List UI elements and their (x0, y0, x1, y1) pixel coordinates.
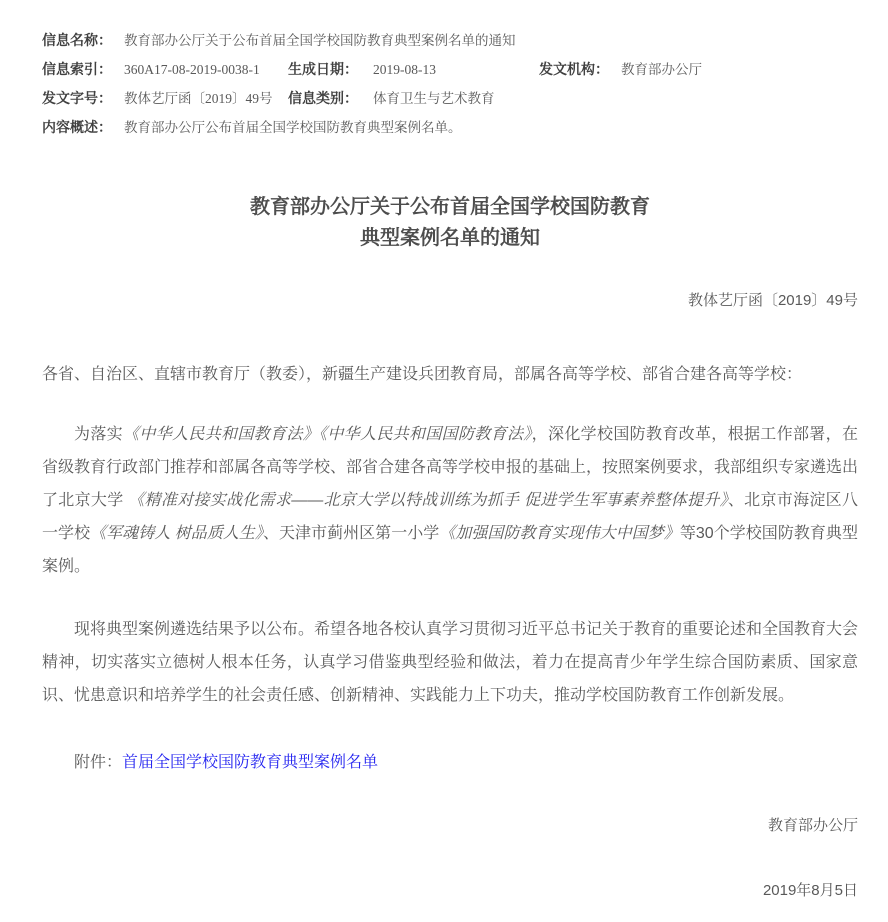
book-title-bayi-school-case: 《军魂铸人 树品质人生》 (90, 525, 263, 542)
meta-label-issuing-agency: 发文机构： (539, 61, 609, 77)
issuer-signature: 教育部办公厅 (767, 817, 858, 834)
book-title-education-law: 《中华人民共和国教育法》《中华人民共和国国防教育法》 (123, 426, 532, 443)
meta-row-index-date-agency (42, 55, 858, 84)
meta-value-info-name: 教育部办公厅关于公布首届全国学校国防教育典型案例名单的通知 (124, 33, 516, 48)
meta-row-summary (42, 113, 858, 142)
attachment-line (42, 746, 858, 779)
meta-value-info-index: 360A17-08-2019-0038-1 (124, 62, 260, 77)
issue-date: 2019年8月5日 (762, 882, 858, 899)
meta-label-gen-date: 生成日期： (288, 61, 358, 77)
paragraph-1 (42, 418, 858, 583)
paragraph-2: 现将典型案例遴选结果予以公布。希望各地各校认真学习贯彻习近平总书记关于教育的重要论述和全国教育大会精神，切实落实立德树人根本任务，认真学习借鉴典型经验和做法，着力在提高青少年学生综合国防素质、国家意识、忧患意识和培养学生的社会责任感、创新精神、实践能力上下功夫，推动学校国防教育工作创新发展。 (42, 621, 859, 704)
meta-row-name (42, 26, 858, 55)
paragraph-1-text: 为落实 (74, 426, 123, 443)
meta-label-doc-number: 发文字号： (42, 90, 112, 106)
meta-label-info-category: 信息类别： (288, 90, 358, 106)
paragraph-1-text: 、天津市蓟州区第一小学 (262, 525, 440, 542)
meta-value-content-summary: 教育部办公厅公布首届全国学校国防教育典型案例名单。 (124, 120, 462, 135)
paragraph-1-text: 、北京市海淀区八一学校 (42, 492, 858, 542)
page-title-line2: 典型案例名单的通知 (360, 227, 540, 249)
meta-row-docnum-category (42, 84, 858, 113)
paragraph-1-text: ，深化学校国防教育改革，根据工作部署，在省级教育行政部门推荐和部属各高等学校、部省合建各高等学校申报的基础上，按照案例要求，我部组织专家遴选出了北京大学 (42, 426, 859, 509)
attachment-label: 附件： (74, 754, 123, 771)
document-number: 教体艺厅函〔2019〕49号 (687, 292, 858, 309)
page-title-line1: 教育部办公厅关于公布首届全国学校国防教育 (250, 196, 650, 218)
meta-value-doc-number: 教体艺厅函〔2019〕49号 (124, 91, 273, 106)
meta-value-issuing-agency: 教育部办公厅 (621, 62, 702, 77)
page-title (42, 192, 858, 254)
book-title-jizhou-primary-case: 《加强国防教育实现伟大中国梦》 (439, 525, 680, 542)
book-title-peking-university-case: 《精准对接实战化需求——北京大学以特战训练为抓手 促进学生军事素养整体提升》 (128, 492, 728, 509)
meta-value-gen-date: 2019-08-13 (373, 62, 436, 77)
meta-value-info-category: 体育卫生与艺术教育 (373, 91, 495, 106)
salutation: 各省、自治区、直辖市教育厅（教委），新疆生产建设兵团教育局，部属各高等学校、部省合建各高等学校： (42, 366, 803, 383)
meta-label-content-summary: 内容概述： (42, 119, 112, 135)
paragraph-1-text: 等30个学校国防教育典型案例。 (42, 525, 858, 575)
meta-label-info-index: 信息索引： (42, 61, 112, 77)
attachment-link[interactable]: 首届全国学校国防教育典型案例名单 (122, 754, 379, 771)
meta-label-info-name: 信息名称： (42, 32, 112, 48)
metadata-block (42, 26, 858, 142)
